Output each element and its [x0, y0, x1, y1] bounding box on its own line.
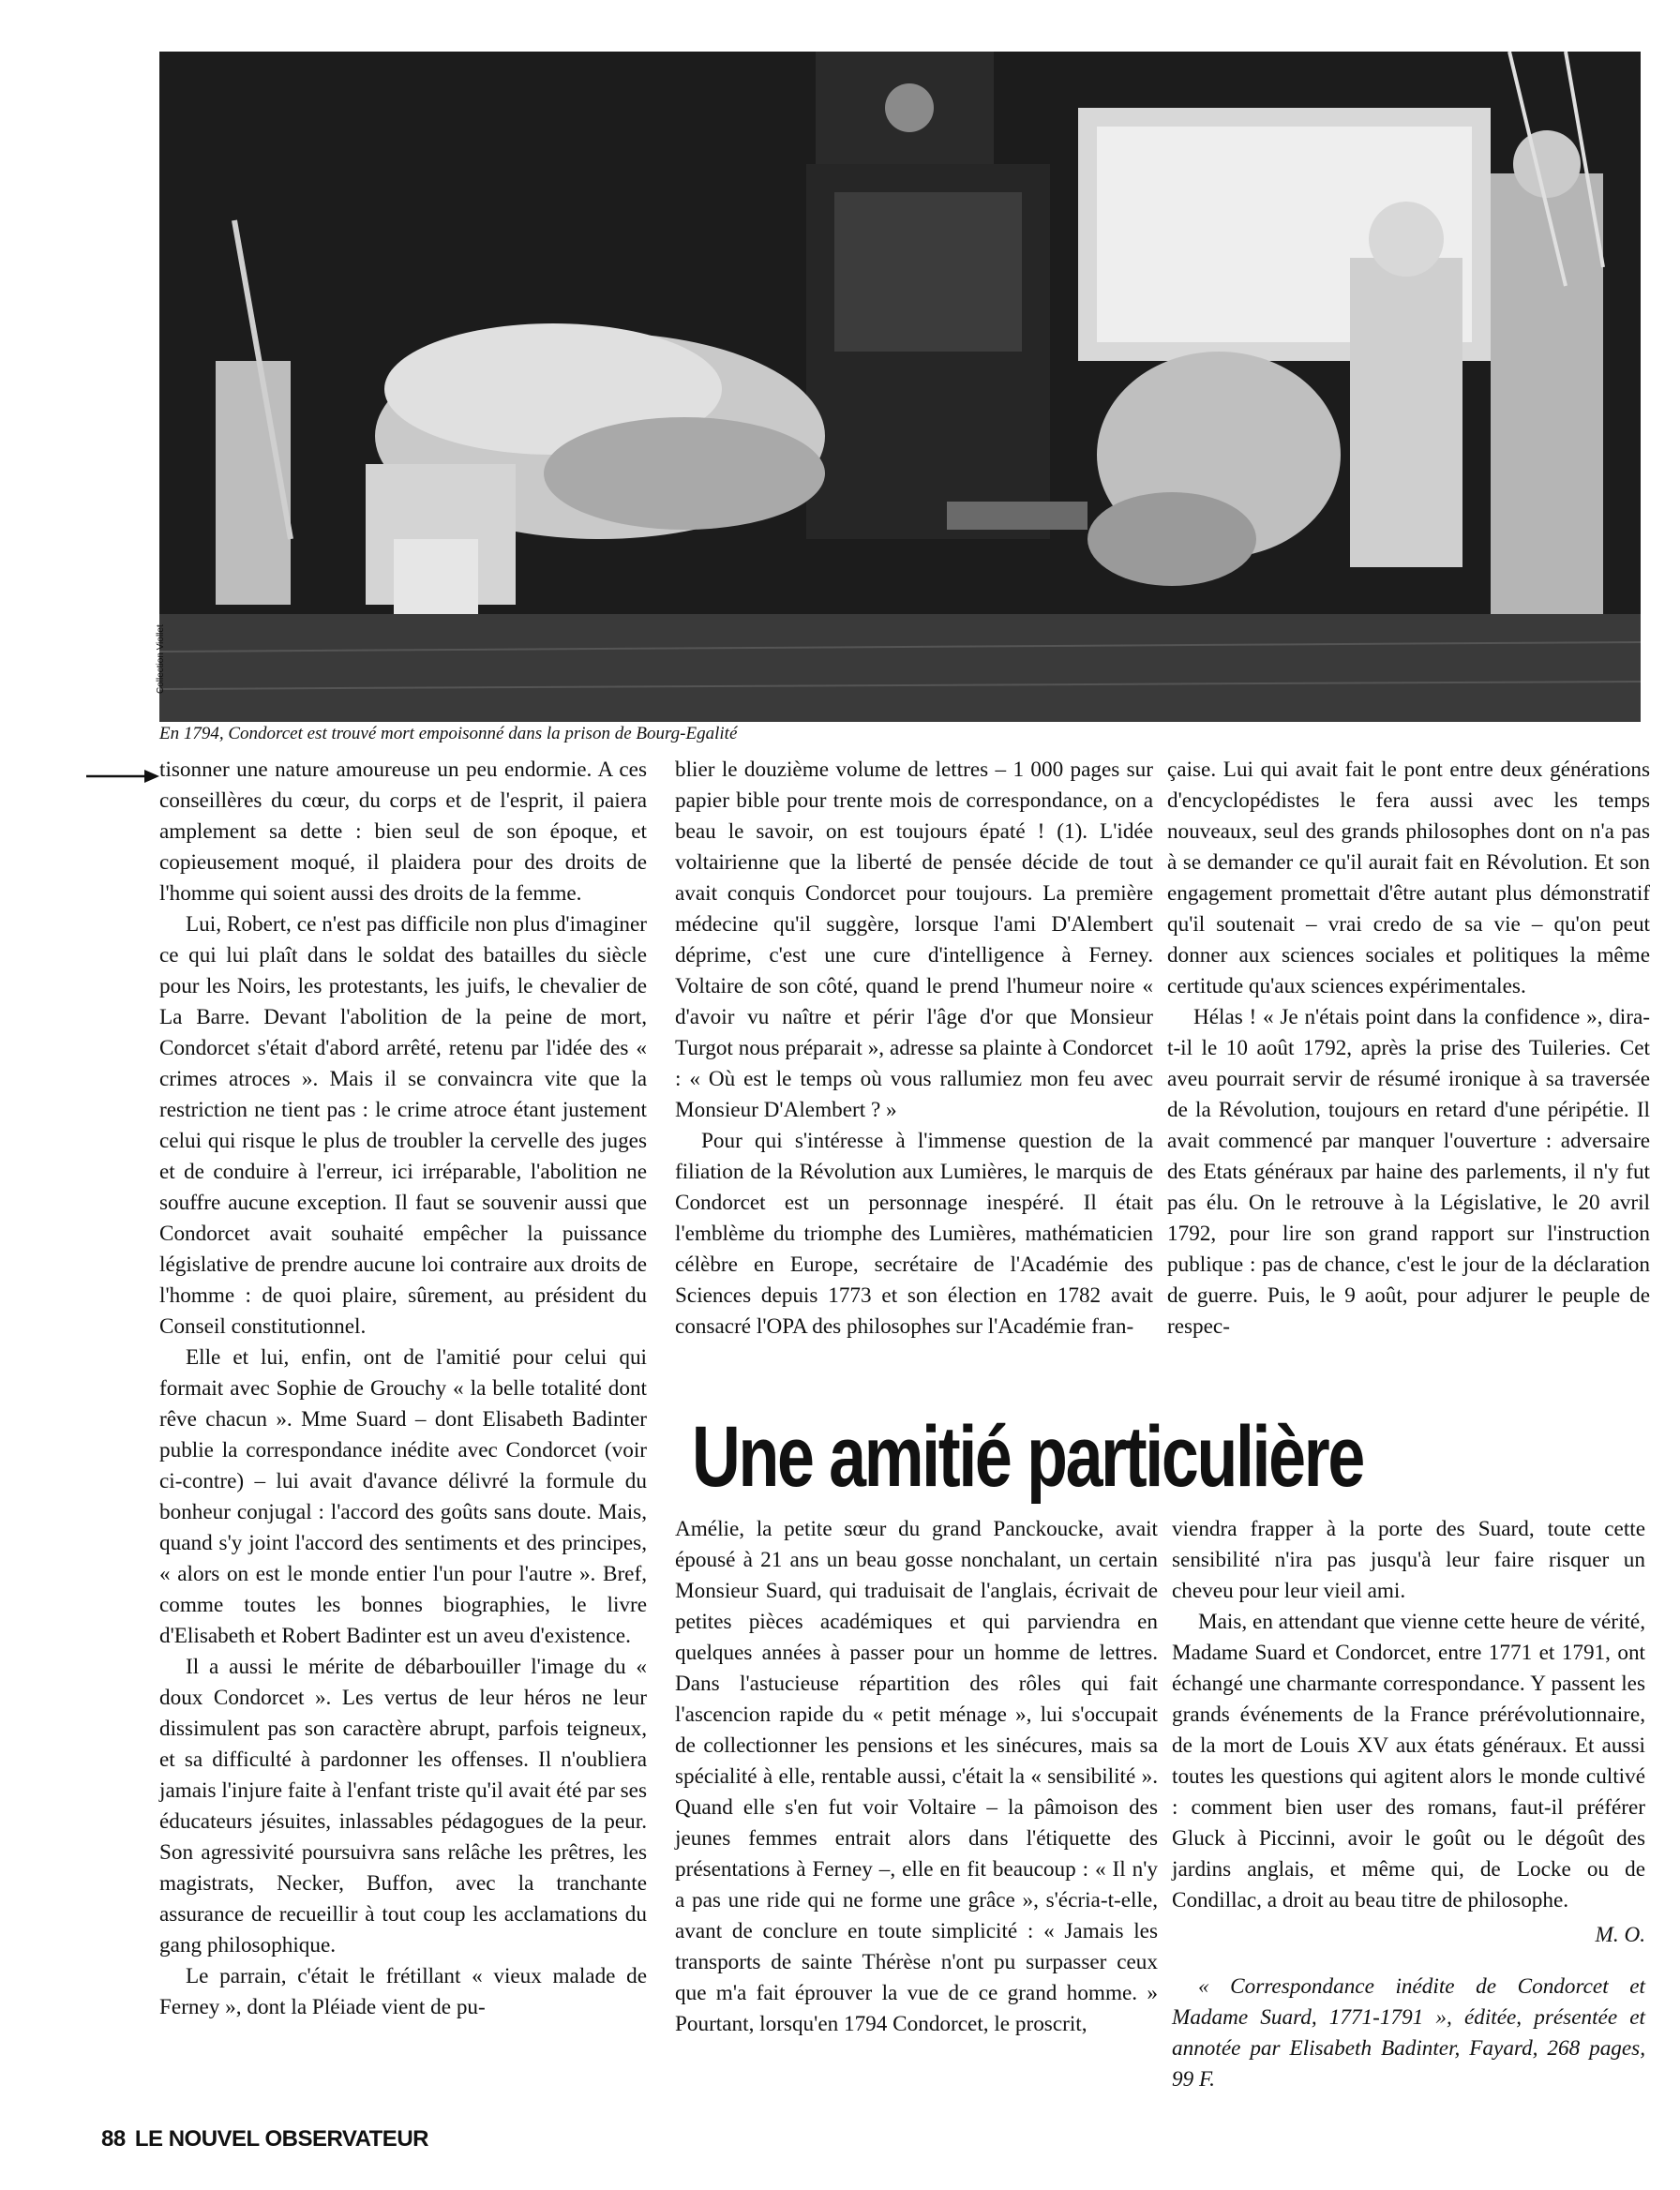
sidebar-column-1	[675, 1514, 1158, 2095]
page-number: 88	[101, 2126, 126, 2152]
engraving-photo	[159, 52, 1641, 722]
sidebar-headline: Une amitié particulière	[692, 1409, 1363, 1505]
paragraph: Pour qui s'intéresse à l'immense question de la filiation de la Révolution aux Lumières, le marquis de Condorcet est un personnage inespéré. Il était l'emblème du triomphe des Lumières, mathématicien célèbre en Europe, secrétaire de l'Académie des Sciences depuis 1773 et son élection en 1782 avait consacré l'OPA des philosophes sur l'Académie fran-	[675, 1129, 1153, 1339]
paragraph: Hélas ! « Je n'étais point dans la confidence », dira-t-il le 10 août 1792, après la prise des Tuileries. Cet aveu pourrait servir de résumé ironique à sa traversée de la Révolution, toujours en retard d'une péripétie. Il avait commencé par manquer l'ouverture : adversaire des Etats généraux par haine des parlements, il n'y fut pas élu. On le retrouve à la Législative, le 20 avril 1792, pour lire son grand rapport sur l'instruction publique : pas de chance, c'est le jour de la déclaration de guerre. Puis, le 9 août, pour adjurer le peuple de respec-	[1167, 1005, 1650, 1339]
paragraph: Amélie, la petite sœur du grand Panckoucke, avait épousé à 21 ans un beau gosse nonchalant, un certain Monsieur Suard, qui traduisait de l'anglais, écrivait de petites pièces académiques et qui parviendra en quelques années à passer pour un homme de lettres. Dans l'astucieuse répartition des rôles qui fait l'ascencion rapide du « petit ménage », lui s'occupait de collectionner les pensions et les sinécures, mais sa spécialité à elle, rentable aussi, c'était la « sensibilité ». Quand elle s'en fut voir Voltaire – la pâmoison des jeunes femmes entrait alors dans l'étiquette des présentations à Ferney –, elle en fit beaucoup : « Il n'y a pas une ride qui ne forme une grâce », s'écria-t-elle, avant de conclure en toute simplicité : « Jamais les transports de sainte Thérèse n'ont pu surpasser ceux que m'a fait éprouver la vue de ce grand homme. » Pourtant, lorsqu'en 1794 Condorcet, le proscrit,	[675, 1517, 1158, 2036]
paragraph: çaise. Lui qui avait fait le pont entre deux générations d'encyclopédistes le fera aussi avec les temps nouveaux, seul des grands philosophes dont on n'a pas à se demander ce qu'il aurait fait en Révolution. Et son engagement promettait d'être autant plus démonstratif qu'il soutenait – vrai credo de sa vie – qu'on peut donner aux sciences sociales et politiques la même certitude qu'aux sciences expérimentales.	[1167, 758, 1650, 998]
article-column-2	[675, 755, 1153, 1402]
paragraph: Mais, en attendant que vienne cette heure de vérité, Madame Suard et Condorcet, entre 1771 et 1791, ont échangé une charmante correspondance. Y passent les grands événements de la France prérévolutionnaire, de la mort de Louis XV aux états généraux. Et aussi toutes les questions qui agitent alors le monde cultivé : comment bien user des romans, faut-il préférer Gluck à Piccinni, avoir le goût ou le dégoût des jardins anglais, et même qui, de Locke ou de Condillac, a droit au beau titre de philosophe.	[1172, 1610, 1645, 1912]
page-footer	[101, 2126, 428, 2152]
article-column-3	[1167, 755, 1650, 1402]
arrow-right-icon	[86, 767, 159, 786]
paragraph: tisonner une nature amoureuse un peu endormie. A ces conseillères du cœur, du corps et de l'esprit, il paiera amplement sa dette : bien seul de son époque, et copieusement moqué, il plaidera pour des droits de l'homme qui soient aussi des droits de la femme.	[159, 758, 647, 906]
book-reference-note: « Correspondance inédite de Condorcet et Madame Suard, 1771-1791 », éditée, présentée et annotée par Elisabeth Badinter, Fayard, 268 pages, 99 F.	[1172, 1974, 1645, 2092]
author-signature: M. O.	[1595, 1923, 1645, 1947]
paragraph: Elle et lui, enfin, ont de l'amitié pour celui qui formait avec Sophie de Grouchy « la belle totalité dont rêve chacun ». Mme Suard – dont Elisabeth Badinter publie la correspondance inédite avec Condorcet (voir ci-contre) – lui avait d'avance délivré la formule du bonheur conjugal : l'accord des goûts sans doute. Mais, quand s'y joint l'accord des sentiments et des principes, « alors on est le monde entier l'un pour l'autre ». Bref, comme toutes les bonnes biographies, le livre d'Elisabeth et Robert Badinter est un aveu d'existence.	[159, 1345, 647, 1648]
publication-name: LE NOUVEL OBSERVATEUR	[134, 2126, 428, 2152]
photo-caption: En 1794, Condorcet est trouvé mort empoisonné dans la prison de Bourg-Egalité	[159, 724, 738, 743]
sidebar-column-2	[1172, 1514, 1645, 2095]
paragraph: Lui, Robert, ce n'est pas difficile non plus d'imaginer ce qui lui plaît dans le soldat des batailles du siècle pour les Noirs, les protestants, les juifs, le chevalier de La Barre. Devant l'abolition de la peine de mort, Condorcet s'était d'abord arrêté, retenu par l'idée des « crimes atroces ». Mais il se convaincra vite que la restriction ne tient pas : le crime atroce étant justement celui qui risque le plus de troubler la cervelle des juges et de conduire à l'erreur, ici irréparable, l'abolition ne souffre aucune exception. Il faut se souvenir aussi que Condorcet avait souhaité empêcher la puissance législative de prendre aucune loi contraire aux droits de l'homme : de quoi plaire, sûrement, au président du Conseil constitutionnel.	[159, 912, 647, 1339]
photo-credit: Collection Viollet	[156, 624, 166, 694]
paragraph: Il a aussi le mérite de débarbouiller l'image du « doux Condorcet ». Les vertus de leur héros ne leur dissimulent pas son caractère abrupt, parfois teigneux, et sa difficulté à pardonner les offenses. Il n'oubliera jamais l'injure faite à l'enfant triste qu'il avait été par ses éducateurs jésuites, inlassables pédagogues de la peur. Son agressivité poursuivra sans relâche les prêtres, les magistrats, Necker, Buffon, avec la tranchante assurance de recueillir à tout coup les acclamations du gang philosophique.	[159, 1655, 647, 1958]
paragraph: viendra frapper à la porte des Suard, toute cette sensibilité n'ira pas jusqu'à leur faire risquer un cheveu pour leur vieil ami.	[1172, 1517, 1645, 1603]
prison-scene-illustration	[159, 52, 1641, 722]
article-column-1	[159, 755, 647, 2105]
paragraph: blier le douzième volume de lettres – 1 000 pages sur papier bible pour trente mois de correspondance, on a beau le savoir, on est toujours épaté ! (1). L'idée voltairienne que la liberté de pensée décide de tout avait conquis Condorcet pour toujours. La première médecine qu'il suggère, lorsque l'ami D'Alembert déprime, c'est une cure d'intelligence à Ferney. Voltaire de son côté, quand le prend l'humeur noire « d'avoir vu naître et périr l'âge d'or que Monsieur Turgot nous préparait », adresse sa plainte à Condorcet : « Où est le temps où vous rallumiez mon feu avec Monsieur D'Alembert ? »	[675, 758, 1153, 1122]
paragraph: Le parrain, c'était le frétillant « vieux malade de Ferney », dont la Pléiade vient de pu-	[159, 1964, 647, 2019]
